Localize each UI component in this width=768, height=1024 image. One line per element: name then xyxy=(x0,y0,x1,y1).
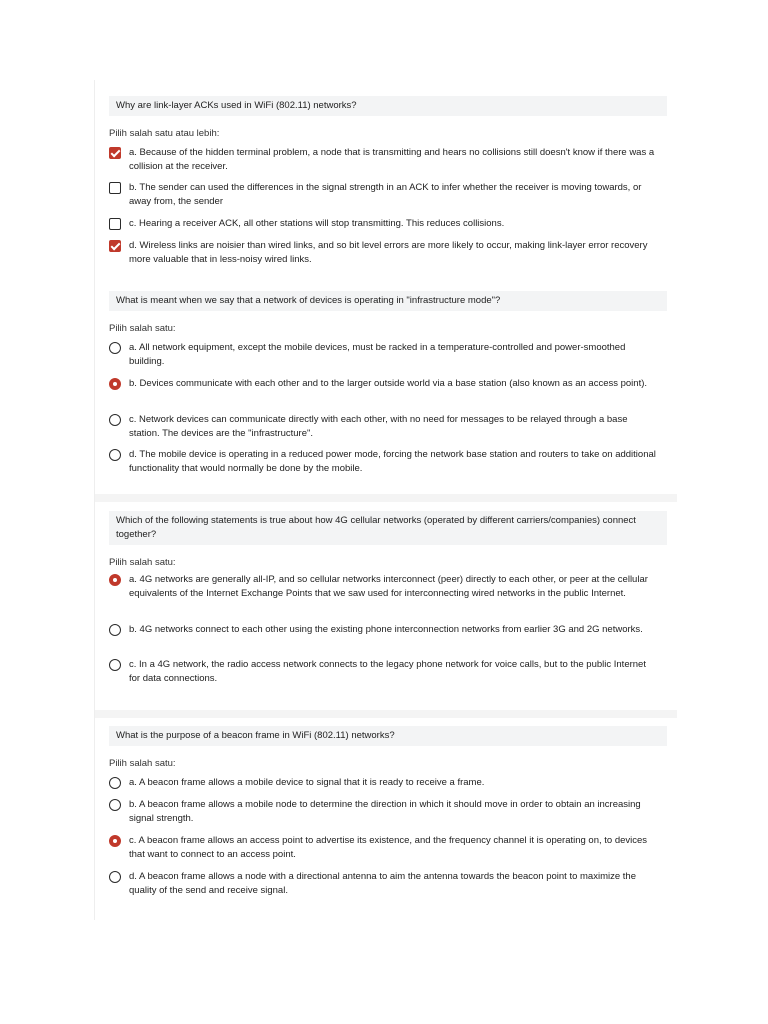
option-label: b. A beacon frame allows a mobile node to determine the direction in which it should move in order to obtain an increasing signal strength. xyxy=(129,799,641,824)
option-3a[interactable] xyxy=(109,573,659,601)
answer-prompt: Pilih salah satu: xyxy=(109,557,176,568)
radio-selected-icon[interactable] xyxy=(109,378,121,390)
option-label: c. A beacon frame allows an access point to advertise its existence, and the frequency channel it is operating on, to devices that want to connect to an access point. xyxy=(129,835,648,860)
quiz-page xyxy=(94,80,677,920)
option-3c[interactable] xyxy=(109,658,659,686)
answer-prompt: Pilih salah satu: xyxy=(109,758,176,769)
option-1c[interactable] xyxy=(109,217,659,231)
option-label: b. 4G networks connect to each other using the existing phone interconnection networks from earlier 3G and 2G networks. xyxy=(129,624,643,635)
option-label: a. All network equipment, except the mobile devices, must be racked in a temperature-controlled and power-smoothed building. xyxy=(129,342,626,367)
question-separator xyxy=(95,494,677,502)
option-label: a. 4G networks are generally all-IP, and so cellular networks interconnect (peer) directly to each other, or peer at the cellular equivalents of the Internet Exchange Points that we saw used for interconnecting wired networks in the public Internet. xyxy=(129,574,648,599)
option-2b[interactable] xyxy=(109,377,659,391)
question-text: Which of the following statements is true about how 4G cellular networks (operated by different carriers/companies) connect together? xyxy=(109,511,667,545)
option-1d[interactable] xyxy=(109,239,659,267)
question-text: What is meant when we say that a network of devices is operating in "infrastructure mode"? xyxy=(109,291,667,311)
option-4d[interactable] xyxy=(109,870,659,898)
option-label: a. A beacon frame allows a mobile device to signal that it is ready to receive a frame. xyxy=(129,777,485,788)
option-label: c. Network devices can communicate directly with each other, with no need for messages to be relayed through a base station. The devices are the "infrastructure". xyxy=(129,414,628,439)
radio-icon[interactable] xyxy=(109,449,121,461)
radio-icon[interactable] xyxy=(109,414,121,426)
answer-prompt: Pilih salah satu: xyxy=(109,323,176,334)
question-text: What is the purpose of a beacon frame in WiFi (802.11) networks? xyxy=(109,726,667,746)
radio-icon[interactable] xyxy=(109,659,121,671)
radio-selected-icon[interactable] xyxy=(109,574,121,586)
option-label: b. Devices communicate with each other and to the larger outside world via a base station (also known as an access point). xyxy=(129,378,648,389)
radio-icon[interactable] xyxy=(109,777,121,789)
option-2d[interactable] xyxy=(109,448,659,476)
checkbox-checked-icon[interactable] xyxy=(109,147,121,159)
option-label: c. In a 4G network, the radio access network connects to the legacy phone network for voice calls, but to the public Internet for data connections. xyxy=(129,659,646,684)
option-label: c. Hearing a receiver ACK, all other stations will stop transmitting. This reduces collisions. xyxy=(129,218,505,229)
checkbox-icon[interactable] xyxy=(109,182,121,194)
option-2a[interactable] xyxy=(109,341,659,369)
option-4c[interactable] xyxy=(109,834,659,862)
option-label: d. A beacon frame allows a node with a directional antenna to aim the antenna towards the beacon point to maximize the quality of the send and receive signal. xyxy=(129,871,636,896)
radio-icon[interactable] xyxy=(109,342,121,354)
checkbox-checked-icon[interactable] xyxy=(109,240,121,252)
radio-icon[interactable] xyxy=(109,799,121,811)
option-2c[interactable] xyxy=(109,413,659,441)
option-3b[interactable] xyxy=(109,623,659,637)
radio-icon[interactable] xyxy=(109,871,121,883)
option-label: d. The mobile device is operating in a reduced power mode, forcing the network base station and routers to take on additional functionality that would normally be done by the mobile. xyxy=(129,449,656,474)
option-4a[interactable] xyxy=(109,776,659,790)
option-1b[interactable] xyxy=(109,181,659,209)
radio-icon[interactable] xyxy=(109,624,121,636)
option-label: b. The sender can used the differences in the signal strength in an ACK to infer whether the receiver is moving towards, or away from, the sender xyxy=(129,182,642,207)
option-label: d. Wireless links are noisier than wired links, and so bit level errors are more likely to occur, making link-layer error recovery more valuable that in less-noisy wired links. xyxy=(129,240,648,265)
option-1a[interactable] xyxy=(109,146,659,174)
question-separator xyxy=(95,710,677,718)
checkbox-icon[interactable] xyxy=(109,218,121,230)
radio-selected-icon[interactable] xyxy=(109,835,121,847)
option-label: a. Because of the hidden terminal problem, a node that is transmitting and hears no collisions still doesn't know if there was a collision at the receiver. xyxy=(129,147,655,172)
question-text: Why are link-layer ACKs used in WiFi (802.11) networks? xyxy=(109,96,667,116)
answer-prompt: Pilih salah satu atau lebih: xyxy=(109,128,220,139)
option-4b[interactable] xyxy=(109,798,659,826)
